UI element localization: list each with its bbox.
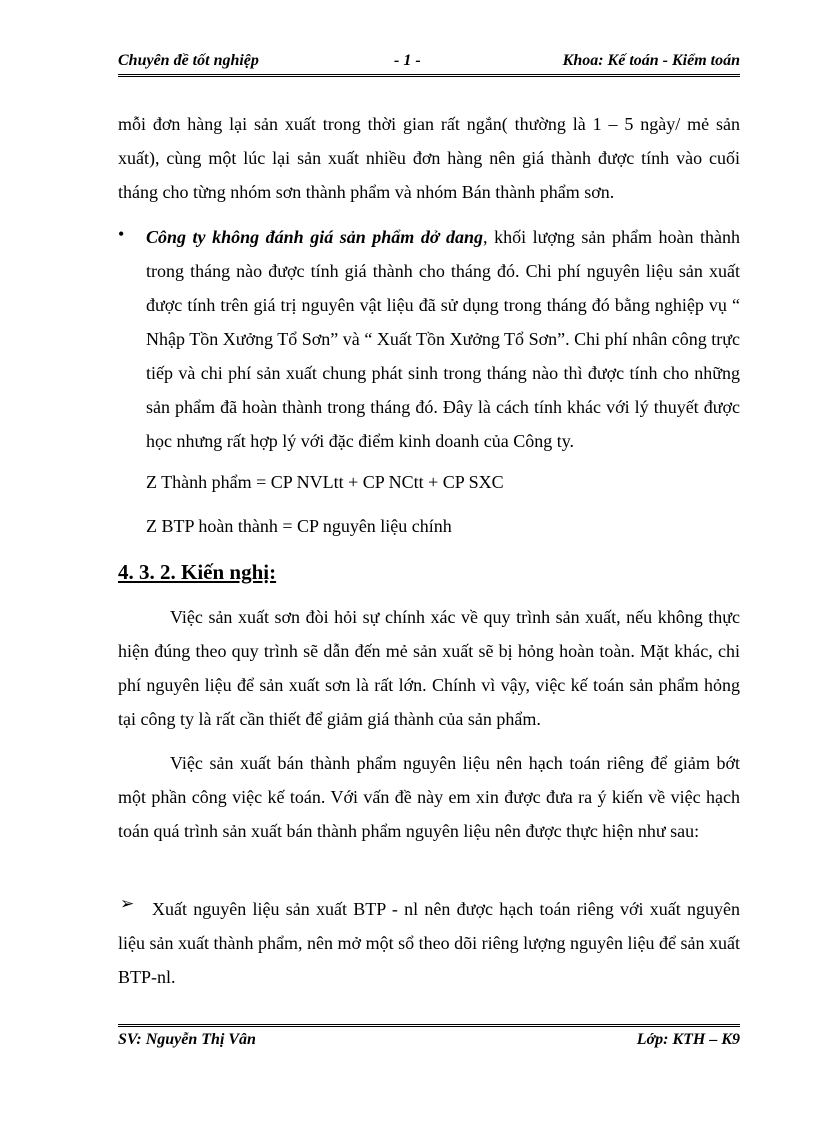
paragraph-semi-finished-accounting: Việc sản xuất bán thành phẩm nguyên liệu nên hạch toán riêng để giảm bớt một phần công việc kế toán. Với vấn đề này em xin được đưa ra ý kiến về việc hạch toán quá trình sản xuất bán thành phẩm nguyên liệu nên được thực hiện như sau: [118,753,740,841]
bullet-icon: • [118,224,125,244]
header-document-title: Chuyên đề tốt nghiệp [118,52,259,69]
bullet-paragraph-wip [146,220,740,458]
formula-finished-goods: Z Thành phẩm = CP NVLtt + CP NCtt + CP SXC [146,472,504,492]
bullet-lead-text: Công ty không đánh giá sản phẩm dở dang [146,227,484,247]
header-faculty: Khoa: Kế toán - Kiểm toán [562,52,740,69]
page-footer [118,1024,740,1053]
formula-semi-finished: Z BTP hoàn thành = CP nguyên liệu chính [146,516,452,536]
footer-class: Lớp: KTH – K9 [636,1031,740,1048]
arrow-item-text: Xuất nguyên liệu sản xuất BTP - nl nên được hạch toán riêng với xuất nguyên liệu sản xuất thành phẩm, nên mở một sổ theo dõi riêng lượng nguyên liệu để sản xuất BTP-nl. [118,899,740,987]
bullet-body-text: , khối lượng sản phẩm hoàn thành trong tháng nào được tính giá thành cho tháng đó. Chi phí nguyên liệu sản xuất được tính trên giá trị nguyên vật liệu đã sử dụng trong tháng đó bằng nghiệp vụ “ Nhập Tồn Xưởng Tổ Sơn” và “ Xuất Tồn Xưởng Tổ Sơn”. Chi phí nhân công trực tiếp và chi phí sản xuất chung phát sinh trong tháng nào thì được tính cho những sản phẩm đã hoàn thành trong tháng đó. Đây là cách tính khác với lý thuyết được học nhưng rất hợp lý với đặc điểm kinh doanh của Công ty. [146,227,741,451]
footer-student-name: SV: Nguyễn Thị Vân [118,1031,256,1048]
section-title-recommendations: 4. 3. 2. Kiến nghị: [118,560,277,584]
page-header [118,50,740,77]
paragraph-order-production: mỗi đơn hàng lại sản xuất trong thời gian rất ngắn( thường là 1 – 5 ngày/ mẻ sản xuất), cùng một lúc lại sản xuất nhiều đơn hàng nên giá thành được tính vào cuối tháng cho từng nhóm sơn thành phẩm và nhóm Bán thành phẩm sơn. [118,114,740,202]
arrow-item-paragraph [118,892,740,994]
arrow-bullet-icon: ➢ [120,894,135,913]
header-page-number: - 1 - [394,52,421,69]
paragraph-production-accuracy: Việc sản xuất sơn đòi hỏi sự chính xác về quy trình sản xuất, nếu không thực hiện đúng theo quy trình sẽ dẫn đến mẻ sản xuất sẽ bị hỏng hoàn toàn. Mặt khác, chi phí nguyên liệu để sản xuất sơn là rất lớn. Chính vì vậy, việc kế toán sản phẩm hỏng tại công ty là rất cần thiết để giảm giá thành của sản phẩm. [118,607,740,729]
